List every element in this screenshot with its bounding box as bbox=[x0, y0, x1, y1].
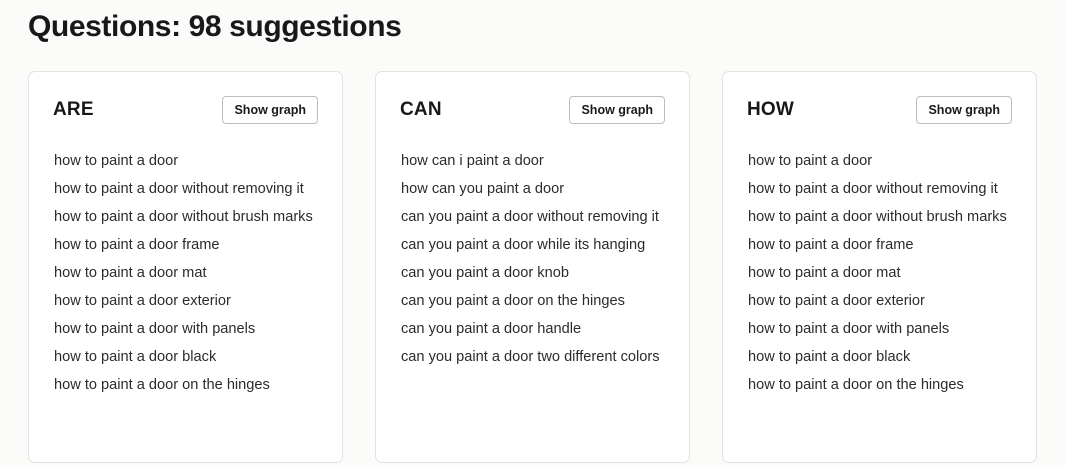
list-item[interactable]: how to paint a door on the hinges bbox=[54, 377, 270, 393]
card-title: ARE bbox=[53, 99, 94, 120]
list-item[interactable]: how to paint a door black bbox=[748, 349, 911, 365]
list-item[interactable]: how to paint a door frame bbox=[748, 237, 914, 253]
list-item[interactable]: how to paint a door with panels bbox=[748, 321, 950, 337]
question-card-can bbox=[375, 71, 690, 463]
list-item[interactable]: how to paint a door exterior bbox=[748, 293, 925, 309]
list-item[interactable]: how to paint a door without brush marks bbox=[54, 209, 313, 225]
card-title: CAN bbox=[400, 99, 442, 120]
list-item[interactable]: can you paint a door on the hinges bbox=[401, 293, 625, 309]
list-item[interactable]: how to paint a door frame bbox=[54, 237, 220, 253]
card-title: HOW bbox=[747, 99, 795, 120]
question-card-how bbox=[722, 71, 1037, 463]
card-header bbox=[53, 94, 318, 126]
list-item[interactable]: how to paint a door without removing it bbox=[748, 181, 998, 197]
suggestion-list bbox=[747, 147, 1012, 399]
suggestion-list bbox=[53, 147, 318, 399]
page-title: Questions: 98 suggestions bbox=[28, 10, 402, 43]
list-item[interactable]: how to paint a door bbox=[748, 153, 873, 169]
list-item[interactable]: how to paint a door without removing it bbox=[54, 181, 304, 197]
show-graph-button[interactable]: Show graph bbox=[569, 96, 665, 125]
list-item[interactable]: how to paint a door with panels bbox=[54, 321, 256, 337]
list-item[interactable]: how can you paint a door bbox=[401, 181, 565, 197]
question-cards-container bbox=[28, 71, 1037, 463]
question-card-are bbox=[28, 71, 343, 463]
list-item[interactable]: how to paint a door mat bbox=[748, 265, 901, 281]
list-item[interactable]: how to paint a door without brush marks bbox=[748, 209, 1007, 225]
list-item[interactable]: can you paint a door two different colors bbox=[401, 349, 660, 365]
list-item[interactable]: how can i paint a door bbox=[401, 153, 544, 169]
show-graph-button[interactable]: Show graph bbox=[916, 96, 1012, 125]
card-header bbox=[747, 94, 1012, 126]
show-graph-button[interactable]: Show graph bbox=[222, 96, 318, 125]
list-item[interactable]: how to paint a door exterior bbox=[54, 293, 231, 309]
list-item[interactable]: can you paint a door handle bbox=[401, 321, 582, 337]
card-header bbox=[400, 94, 665, 126]
list-item[interactable]: how to paint a door bbox=[54, 153, 179, 169]
suggestion-list bbox=[400, 147, 665, 371]
list-item[interactable]: how to paint a door on the hinges bbox=[748, 377, 964, 393]
list-item[interactable]: can you paint a door without removing it bbox=[401, 209, 659, 225]
list-item[interactable]: can you paint a door knob bbox=[401, 265, 569, 281]
list-item[interactable]: how to paint a door black bbox=[54, 349, 217, 365]
list-item[interactable]: how to paint a door mat bbox=[54, 265, 207, 281]
list-item[interactable]: can you paint a door while its hanging bbox=[401, 237, 646, 253]
